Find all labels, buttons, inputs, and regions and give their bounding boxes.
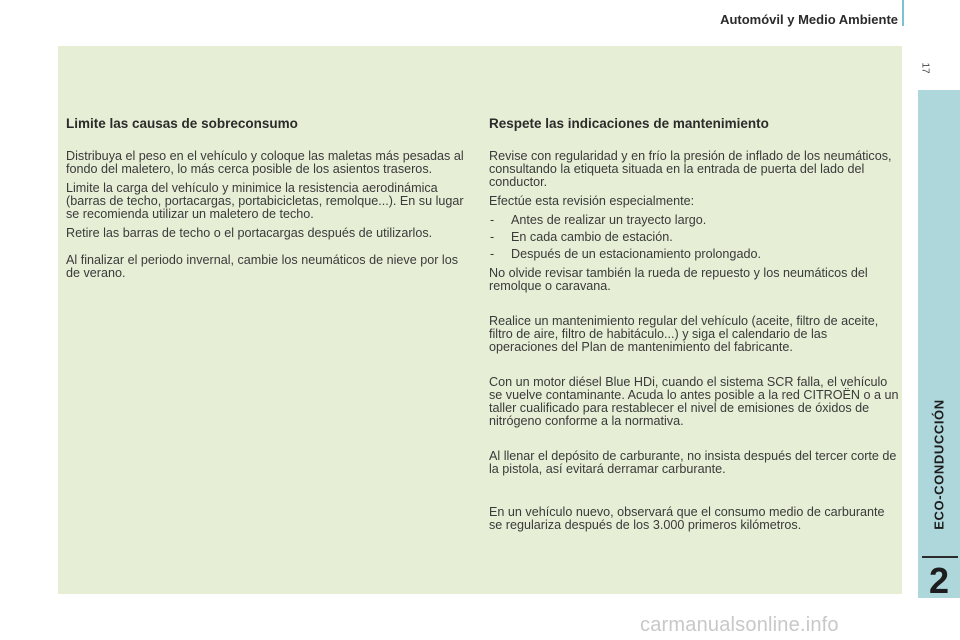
left-paragraph: Limite la carga del vehículo y minimice la resistencia aerodinámica (barras de techo, portacargas, portabicicletas, remolque...). En su lugar se recomienda utilizar un maletero de techo. (66, 181, 464, 221)
left-column (66, 116, 466, 286)
header-divider (902, 0, 904, 26)
maintenance-paragraph: Realice un mantenimiento regular del vehículo (aceite, filtro de aceite, filtro de aire, filtro de habitáculo...) y siga el calendario de las operaciones del Plan de mantenimiento del fabricante. (489, 314, 879, 354)
fuel-paragraph: Al llenar el depósito de carburante, no insista después del tercer corte de la pistola, así evitará derramar carburante. (489, 449, 897, 476)
check-intro: Efectúe esta revisión especialmente: (489, 194, 695, 208)
chapter-label-text: ECO-CONDUCCIÓN (931, 398, 947, 530)
chapter-number: 2 (928, 560, 950, 601)
right-heading: Respete las indicaciones de mantenimiento (489, 116, 769, 131)
list-item: - Antes de realizar un trayecto largo. (489, 214, 899, 227)
chapter-label (926, 380, 952, 548)
right-column (489, 116, 899, 538)
page-number: 17 (919, 62, 931, 74)
check-list (489, 214, 899, 261)
list-item: - Después de un estacionamiento prolongado. (489, 248, 899, 261)
page-header-title: Automóvil y Medio Ambiente (720, 12, 898, 27)
list-item: - En cada cambio de estación. (489, 231, 899, 244)
scr-paragraph: Con un motor diésel Blue HDi, cuando el sistema SCR falla, el vehículo se vuelve contaminante. Acuda lo antes posible a la red CITROËN o a un taller cualificado para restablecer el nivel de emisiones de óxidos de nitrógeno conforme a la normativa. (489, 375, 899, 428)
watermark: carmanualsonline.info (640, 614, 839, 636)
tyre-pressure-paragraph: Revise con regularidad y en frío la presión de inflado de los neumáticos, consultando la etiqueta situada en la entrada de puerta del lado del conductor. (489, 149, 892, 189)
left-paragraph: Al finalizar el periodo invernal, cambie los neumáticos de nieve por los de verano. (66, 253, 459, 280)
left-heading: Limite las causas de sobreconsumo (66, 116, 298, 131)
spare-wheel-paragraph: No olvide revisar también la rueda de repuesto y los neumáticos del remolque o caravana. (489, 266, 868, 293)
left-paragraph: Distribuya el peso en el vehículo y coloque las maletas más pesadas al fondo del maletero, lo más cerca posible de los asientos traseros. (66, 149, 464, 176)
left-paragraph: Retire las barras de techo o el portacargas después de utilizarlos. (66, 226, 433, 240)
chapter-underline (922, 556, 958, 558)
new-vehicle-paragraph: En un vehículo nuevo, observará que el consumo medio de carburante se regulariza después de los 3.000 primeros kilómetros. (489, 505, 885, 532)
